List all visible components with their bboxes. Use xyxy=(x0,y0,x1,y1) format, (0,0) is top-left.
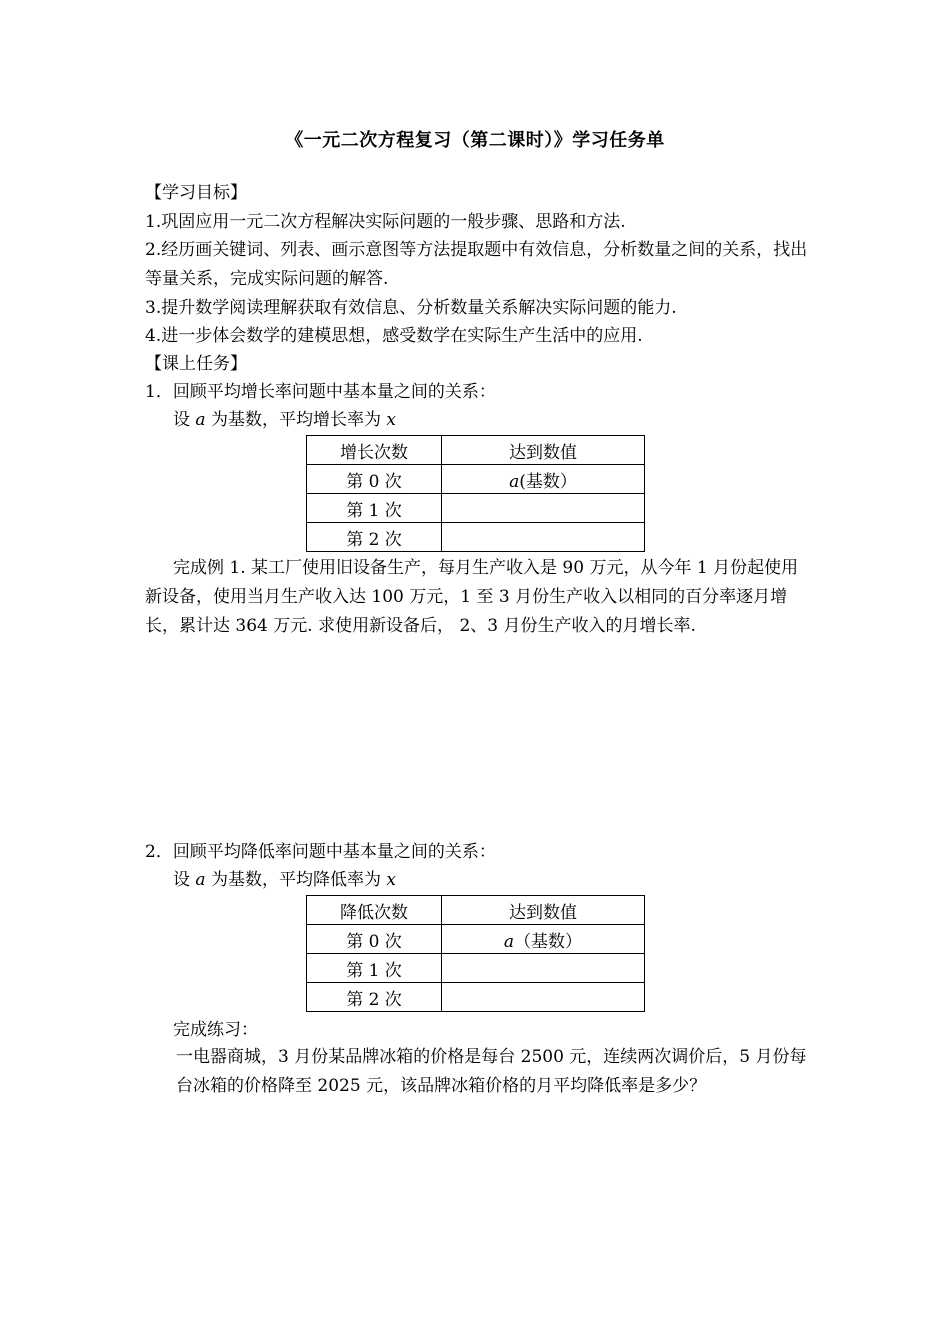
table-header-cell: 降低次数 xyxy=(307,896,442,925)
task1-setup xyxy=(173,410,396,430)
table-row xyxy=(307,954,645,983)
task2-exercise: 一电器商城，3 月份某品牌冰箱的价格是每台 2500 元，连续两次调价后，5 月份每台冰箱的价格降至 2025 元，该品牌冰箱价格的月平均降低率是多少？ xyxy=(176,1047,807,1096)
value-text: (基数） xyxy=(519,471,577,492)
table-cell-label: 第 0 次 xyxy=(307,465,442,494)
task1-setup-pre: 设 xyxy=(173,410,196,430)
goal-item-2: 2.经历画关键词、列表、画示意图等方法提取题中有效信息，分析数量之间的关系，找出等量关系，完成实际问题的解答. xyxy=(145,240,808,289)
table-cell-value xyxy=(442,494,645,523)
table-cell-value xyxy=(442,954,645,983)
table-cell-label: 第 1 次 xyxy=(307,954,442,983)
task2-heading: 2．回顾平均降低率问题中基本量之间的关系： xyxy=(145,842,496,862)
task2-setup-pre: 设 xyxy=(173,870,196,890)
table-row xyxy=(307,523,645,552)
goal-item-4: 4.进一步体会数学的建模思想，感受数学在实际生产生活中的应用. xyxy=(145,326,643,346)
table-cell-label: 第 1 次 xyxy=(307,494,442,523)
value-text: （基数） xyxy=(514,931,583,952)
table-row xyxy=(307,465,645,494)
table-row xyxy=(307,925,645,954)
table-header-cell: 达到数值 xyxy=(442,436,645,465)
task1-var-x: x xyxy=(386,410,396,430)
task1-heading: 1．回顾平均增长率问题中基本量之间的关系： xyxy=(145,382,496,402)
value-var: a xyxy=(509,471,520,492)
table-cell-label: 第 0 次 xyxy=(307,925,442,954)
table-cell-value xyxy=(442,523,645,552)
task1-setup-mid: 为基数，平均增长率为 xyxy=(205,410,387,430)
table-header-row xyxy=(307,896,645,925)
table-header-cell: 达到数值 xyxy=(442,896,645,925)
goal-item-3: 3.提升数学阅读理解获取有效信息、分析数量关系解决实际问题的能力. xyxy=(145,298,677,318)
table-cell-value xyxy=(442,925,645,954)
reduction-table xyxy=(306,895,645,1012)
table-cell-value xyxy=(442,465,645,494)
table-cell-label: 第 2 次 xyxy=(307,983,442,1012)
tasks-header: 【课上任务】 xyxy=(145,354,247,374)
value-var: a xyxy=(503,931,515,952)
table-header-row xyxy=(307,436,645,465)
goal-item-1: 1.巩固应用一元二次方程解决实际问题的一般步骤、思路和方法. xyxy=(145,212,626,232)
table-cell-value xyxy=(442,983,645,1012)
task1-var-a: a xyxy=(195,410,206,430)
task2-var-a: a xyxy=(195,870,206,890)
page-title: 《一元二次方程复习（第二课时）》学习任务单 xyxy=(285,130,665,151)
growth-table xyxy=(306,435,645,552)
table-cell-label: 第 2 次 xyxy=(307,523,442,552)
task2-var-x: x xyxy=(386,870,396,890)
task2-exercise-label: 完成练习： xyxy=(173,1020,258,1040)
table-header-cell: 增长次数 xyxy=(307,436,442,465)
goals-header: 【学习目标】 xyxy=(145,183,247,203)
table-row xyxy=(307,983,645,1012)
table-row xyxy=(307,494,645,523)
task2-setup xyxy=(173,870,396,890)
task1-example: 完成例 1. 某工厂使用旧设备生产，每月生产收入是 90 万元，从今年 1 月份起使用新设备，使用当月生产收入达 100 万元，1 至 3 月份生产收入以相同的百分率逐月增长，累计达 364 万元. 求使用新设备后， 2、3 月份生产收入的月增长率. xyxy=(145,558,799,636)
task2-setup-mid: 为基数，平均降低率为 xyxy=(205,870,387,890)
